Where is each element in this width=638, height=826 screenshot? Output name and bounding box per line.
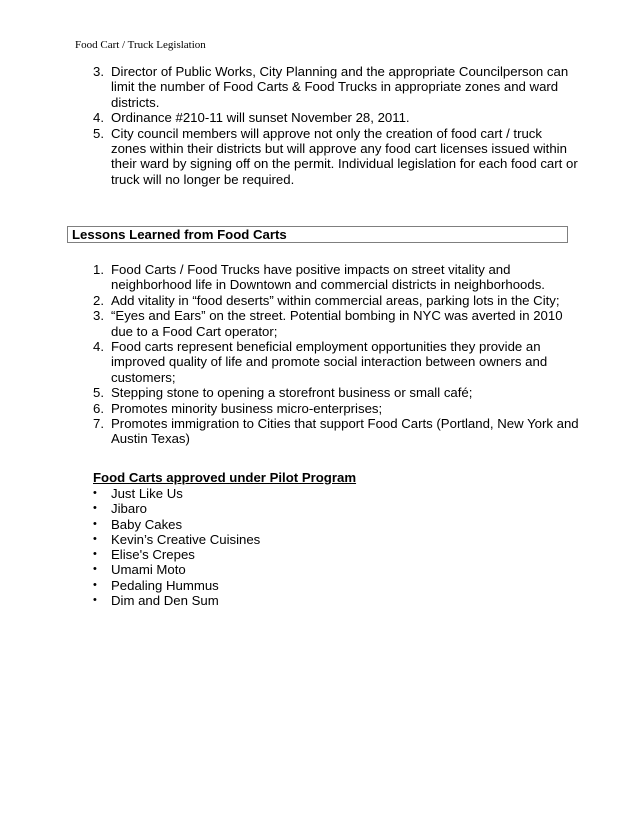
list-item-number: 3.: [93, 308, 104, 324]
legislation-list: [0, 64, 580, 187]
list-item-number: 4.: [93, 110, 104, 126]
list-item: [0, 308, 580, 339]
list-item-text: Food Carts / Food Trucks have positive impacts on street vitality and neighborhood life in Downtown and commercial districts in neighborhoods.: [111, 262, 545, 293]
list-item: [0, 262, 580, 293]
bullet-icon: •: [93, 502, 97, 515]
bullet-icon: •: [93, 548, 97, 561]
list-item: [0, 578, 260, 593]
list-item-text: Promotes immigration to Cities that support Food Carts (Portland, New York and Austin Texas): [111, 416, 579, 447]
list-item-number: 6.: [93, 400, 104, 416]
list-item: [0, 339, 580, 385]
list-item-text: Stepping stone to opening a storefront business or small café;: [111, 385, 473, 401]
list-item-text: Add vitality in “food deserts” within commercial areas, parking lots in the City;: [111, 292, 560, 308]
list-item: [0, 501, 260, 516]
list-item: [0, 110, 580, 125]
list-item-text: Kevin’s Creative Cuisines: [111, 531, 261, 547]
list-item: [0, 486, 260, 501]
bullet-icon: •: [93, 517, 97, 530]
pilot-program-heading: Food Carts approved under Pilot Program: [93, 470, 357, 485]
list-item: [0, 517, 260, 532]
list-item-number: 4.: [93, 339, 104, 355]
list-item-text: Food carts represent beneficial employment opportunities they provide an improved quality of life and promote social interaction between owners and customers;: [111, 339, 548, 385]
list-item-text: Jibaro: [111, 501, 147, 517]
list-item: [0, 401, 580, 416]
list-item-number: 3.: [93, 64, 104, 79]
list-item-text: City council members will approve not only the creation of food cart / truck zones within their districts but will approve any food cart licenses issued within their ward by signing off on the permit. Individual legislation for each food cart or truck will no longer be required.: [111, 125, 578, 187]
list-item: [0, 532, 260, 547]
list-item: [0, 593, 260, 608]
pilot-program-list: [0, 486, 260, 608]
list-item-text: Pedaling Hummus: [111, 577, 219, 593]
page-header-title: Food Cart / Truck Legislation: [75, 39, 206, 51]
list-item: [0, 385, 580, 400]
list-item-number: 2.: [93, 292, 104, 308]
list-item-text: “Eyes and Ears” on the street. Potential bombing in NYC was averted in 2010 due to a Food Cart operator;: [111, 308, 563, 339]
bullet-icon: •: [93, 594, 97, 607]
list-item-text: Director of Public Works, City Planning and the appropriate Councilperson can limit the number of Food Carts & Food Trucks in appropriate zones and ward districts.: [111, 64, 569, 110]
list-item-number: 5.: [93, 125, 104, 141]
bullet-icon: •: [93, 563, 97, 576]
list-item: [0, 416, 580, 447]
list-item: [0, 562, 260, 577]
list-item-number: 5.: [93, 385, 104, 401]
list-item-text: Baby Cakes: [111, 516, 183, 532]
list-item-number: 1.: [93, 262, 104, 277]
list-item-text: Umami Moto: [111, 562, 186, 578]
bullet-icon: •: [93, 487, 97, 499]
list-item: [0, 293, 580, 308]
list-item-number: 7.: [93, 416, 104, 432]
list-item: [0, 64, 580, 110]
list-item-text: Just Like Us: [111, 486, 183, 501]
list-item-text: Dim and Den Sum: [111, 593, 219, 609]
bullet-icon: •: [93, 578, 97, 591]
list-item-text: Ordinance #210-11 will sunset November 28, 2011.: [111, 110, 410, 126]
lessons-list: [0, 262, 580, 447]
list-item-text: Promotes minority business micro-enterprises;: [111, 400, 383, 416]
list-item: [0, 126, 580, 188]
list-item: [0, 547, 260, 562]
list-item-text: Elise's Crepes: [111, 547, 195, 563]
lessons-section-heading: Lessons Learned from Food Carts: [67, 226, 568, 243]
bullet-icon: •: [93, 532, 97, 545]
